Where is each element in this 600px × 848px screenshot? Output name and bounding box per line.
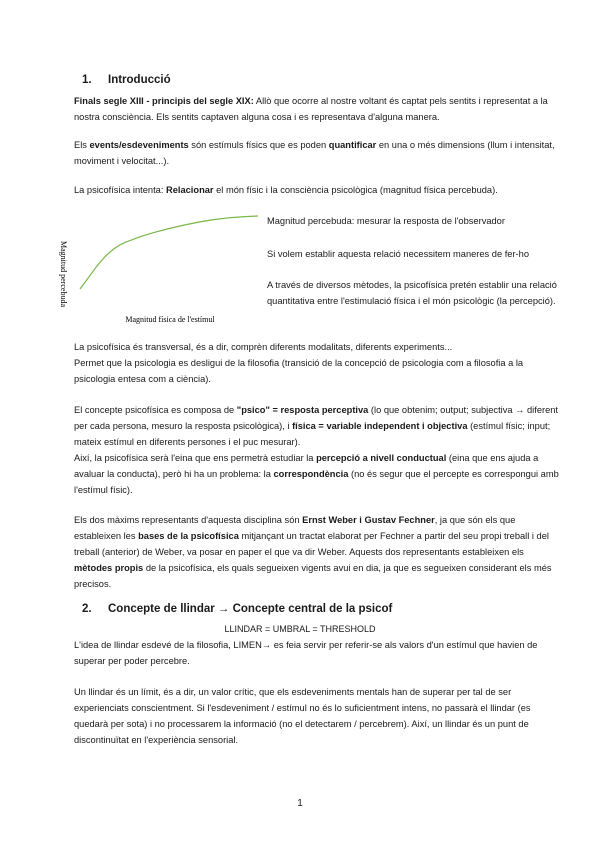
repr-text-a: Els dos màxims representants d'aquesta disciplina són (74, 515, 303, 525)
intro-text: Allò que ocorre al nostre voltant és captat pels sentits i representat a la nostra consciència. Els sentits captaven alguna cosa i es representava d'alguna manera. (74, 96, 548, 122)
relacionar-bold: Relacionar (166, 185, 214, 195)
chart-y-label: Magnitud percebuda (59, 241, 68, 307)
chart-x-label: Magnitud física de l'estímul (125, 315, 215, 324)
weber-fechner-bold: Ernst Weber i Gustav Fechner (302, 515, 435, 525)
section-2-title: Concepte de llindar → Concepte central de la psicof (108, 603, 393, 615)
bases-bold: bases de la psicofísica (138, 531, 239, 541)
paragraph-psicofisica-intenta (74, 182, 560, 198)
intenta-text-a: La psicofísica intenta: (74, 185, 166, 195)
events-text-e: en una o més dimensions (llum i intensitat, moviment i velocitat...). (74, 140, 555, 166)
side-note-metodes: A través de diversos mètodes, la psicofísica pretén establir una relació quantitativa entre l'estimulació física i el món psicològic (la percepció). (267, 280, 557, 306)
repr-text-c: , ja que són els que estableixen les (74, 515, 516, 541)
concepte-text-a: El concepte psicofísica es composa de (74, 405, 237, 415)
desligui-line: Permet que la psicologia es desligui de la filosofia (transició de la concepció de psicologia com a filosofia a la psicologia entesa com a ciència). (74, 358, 524, 384)
llindar-subtitle: LLINDAR = UMBRAL = THRESHOLD (224, 624, 376, 634)
psychophysics-chart (50, 212, 265, 327)
quantificar-bold: quantificar (328, 140, 377, 150)
side-note-magnitud: Magnitud percebuda: mesurar la resposta de l'observador (267, 216, 505, 226)
paragraph-transversal (74, 339, 560, 387)
fisica-bold: física = variable independent i objectiva (292, 421, 468, 431)
repr-text-g: de la psicofísica, els quals segueixen vigents avui en dia, ja que es segueixen considerant els més precisos. (74, 563, 552, 589)
section-1-number: 1. (82, 74, 92, 86)
paragraph-representants (74, 512, 560, 592)
chart-series (80, 216, 258, 289)
events-bold: events/esdeveniments (89, 140, 189, 150)
intro-bold: Finals segle XIII - principis del segle XIX: (74, 96, 254, 106)
events-text-a: Els (74, 140, 90, 150)
concepte-text-e: (estímul físic; input; mateix estímul en diferents persones i el puc mesurar). (74, 421, 551, 447)
paragraph-intro (74, 93, 560, 125)
aixi-text-a: Així, la psicofísica serà l'eina que ens permetrà estudiar la (74, 453, 317, 463)
paragraph-limen: L'idea de llindar esdevé de la filosofia, LIMEN→ es feia servir per referir-se als valors d'un estímul que havien de superar per poder percebre. (74, 640, 538, 666)
events-text-c: són estímuls físics que es poden (188, 140, 329, 150)
paragraph-events (74, 137, 560, 169)
intenta-text-c: el món físic i la consciència psicològica (magnitud física percebuda). (213, 185, 498, 195)
aixi-text-e: (no és segur que el percepte es correspongui amb l'estímul físic). (74, 469, 559, 495)
paragraph-llindar-definicio: Un llindar és un límit, és a dir, un valor crític, que els esdeveniments mentals han de superar per tal de ser experienciats conscientment. Si l'esdeveniment / estímul no és lo suficientment intens, no passarà el llindar (es quedarà per sota) i no processarem la informació (no el detectarem / percebrem). Així, un llindar és un punt de discontinuïtat en l'experiència sensorial. (74, 687, 531, 745)
aixi-text-c: (eina que ens ajuda a avaluar la conducta), però hi ha un problema: la (74, 453, 539, 479)
section-2-number: 2. (82, 603, 92, 615)
transversal-line: La psicofísica és transversal, és a dir, comprèn diferents modalitats, diferents experiments... (74, 342, 453, 352)
side-note-relacio: Si volem establir aquesta relació necessitem maneres de fer-ho (267, 249, 529, 259)
chart-series-line (80, 216, 258, 289)
percepcio-bold: percepció a nivell conductual (316, 453, 447, 463)
concepte-text-c: (lo que obtenim; output; subjectiva → diferent per cada persona, mesuro la resposta psicològica), i (74, 405, 559, 431)
psico-bold: "psico" = resposta perceptiva (236, 405, 369, 415)
metodes-bold: mètodes propis (74, 563, 144, 573)
page-number: 1 (297, 798, 303, 809)
correspondencia-bold: correspondència (273, 469, 349, 479)
repr-text-e: mitjançant un tractat elaborat per Fechner a partir del seu propi treball i del treball (anterior) de Weber, va posar en paper el que va dir Weber. Aquests dos representants estableixen els (74, 531, 549, 557)
section-1-title: Introducció (108, 74, 171, 86)
paragraph-concepte-psicofisica (74, 402, 560, 498)
